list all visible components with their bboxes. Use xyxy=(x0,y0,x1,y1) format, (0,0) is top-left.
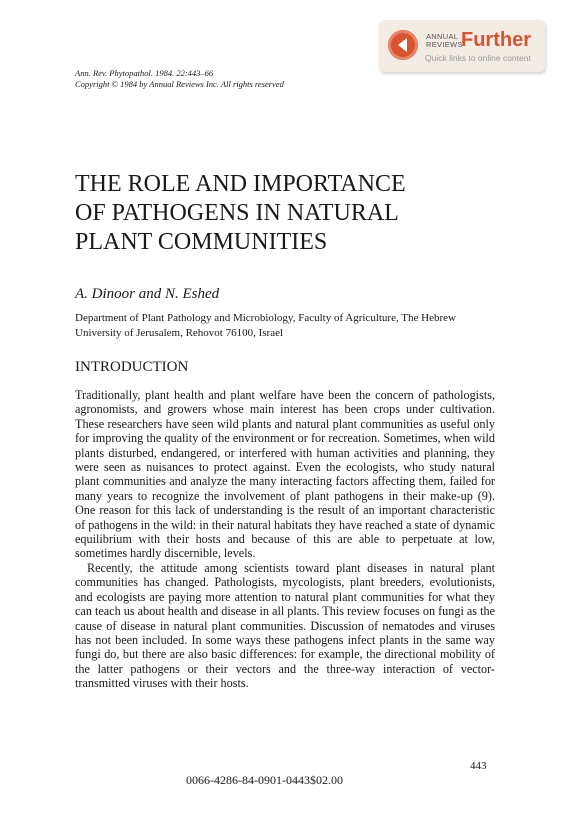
badge-further-label: Further xyxy=(461,29,531,51)
page-number: 443 xyxy=(470,760,487,772)
affiliation xyxy=(75,311,495,341)
copyright-line: Copyright © 1984 by Annual Reviews Inc. All rights reserved xyxy=(75,78,284,89)
badge-reviews-label: REVIEWS xyxy=(426,40,463,49)
price-code: 0066-4286-84-0901-0443$02.00 xyxy=(186,773,343,787)
journal-citation xyxy=(75,68,284,89)
title-line: THE ROLE AND IMPORTANCE xyxy=(75,171,406,197)
affiliation-line: University of Jerusalem, Rehovot 76100, Israel xyxy=(75,327,284,339)
paragraph: Traditionally, plant health and plant welfare have been the concern of pathologists, agronomists, and growers whose main interest has been crops under cultivation. These researchers have seen wild plants and natural plant communities as useful only for improving the quality of the environment or for recreation. Sometimes, when wild plants disturbed, endangered, or interfered with human activities and planning, they were seen as nuisances to protect against. Even the ecologists, who study natural plant communities and analyze the many interacting factors affecting them, failed for many years to recognize the involvement of plant pathogens in their make-up (9). One reason for this lack of understanding is the result of an important characteristic of pathogens in the wild: in their natural habitats they have reached a state of dynamic equilibrium with their hosts and because of this are able to perpetuate at low, sometimes hardly discernible, levels. xyxy=(75,388,495,561)
badge-annual-label: ANNUAL xyxy=(426,32,459,41)
title-line: OF PATHOGENS IN NATURAL xyxy=(75,200,399,226)
authors: A. Dinoor and N. Eshed xyxy=(75,286,220,302)
article-title xyxy=(75,170,406,257)
further-badge[interactable] xyxy=(379,20,545,72)
section-heading: INTRODUCTION xyxy=(75,359,189,375)
paragraph: Recently, the attitude among scientists toward plant diseases in natural plant communities has changed. Pathologists, mycologists, plant breeders, evolutionists, and ecologists are paying more attention to natural plant communities for what they can teach us about health and disease in all plants. This review focuses on fungi as the cause of disease in natural plant communities. Discussion of nematodes and viruses has not been included. In some ways these pathogens infect plants in the same way fungi do, but there are also basic differences: for example, the directional mobility of the latter pathogens or their vectors and the three-way interaction of vector-transmitted viruses with their hosts. xyxy=(75,560,495,691)
citation-line: Ann. Rev. Phytopathol. 1984. 22:443–66 xyxy=(75,68,214,78)
title-line: PLANT COMMUNITIES xyxy=(75,229,328,255)
body-text xyxy=(75,388,495,691)
affiliation-line: Department of Plant Pathology and Microbiology, Faculty of Agriculture, The Hebrew xyxy=(75,312,456,324)
play-back-icon xyxy=(388,30,418,60)
badge-tagline: Quick links to online content xyxy=(425,53,531,63)
